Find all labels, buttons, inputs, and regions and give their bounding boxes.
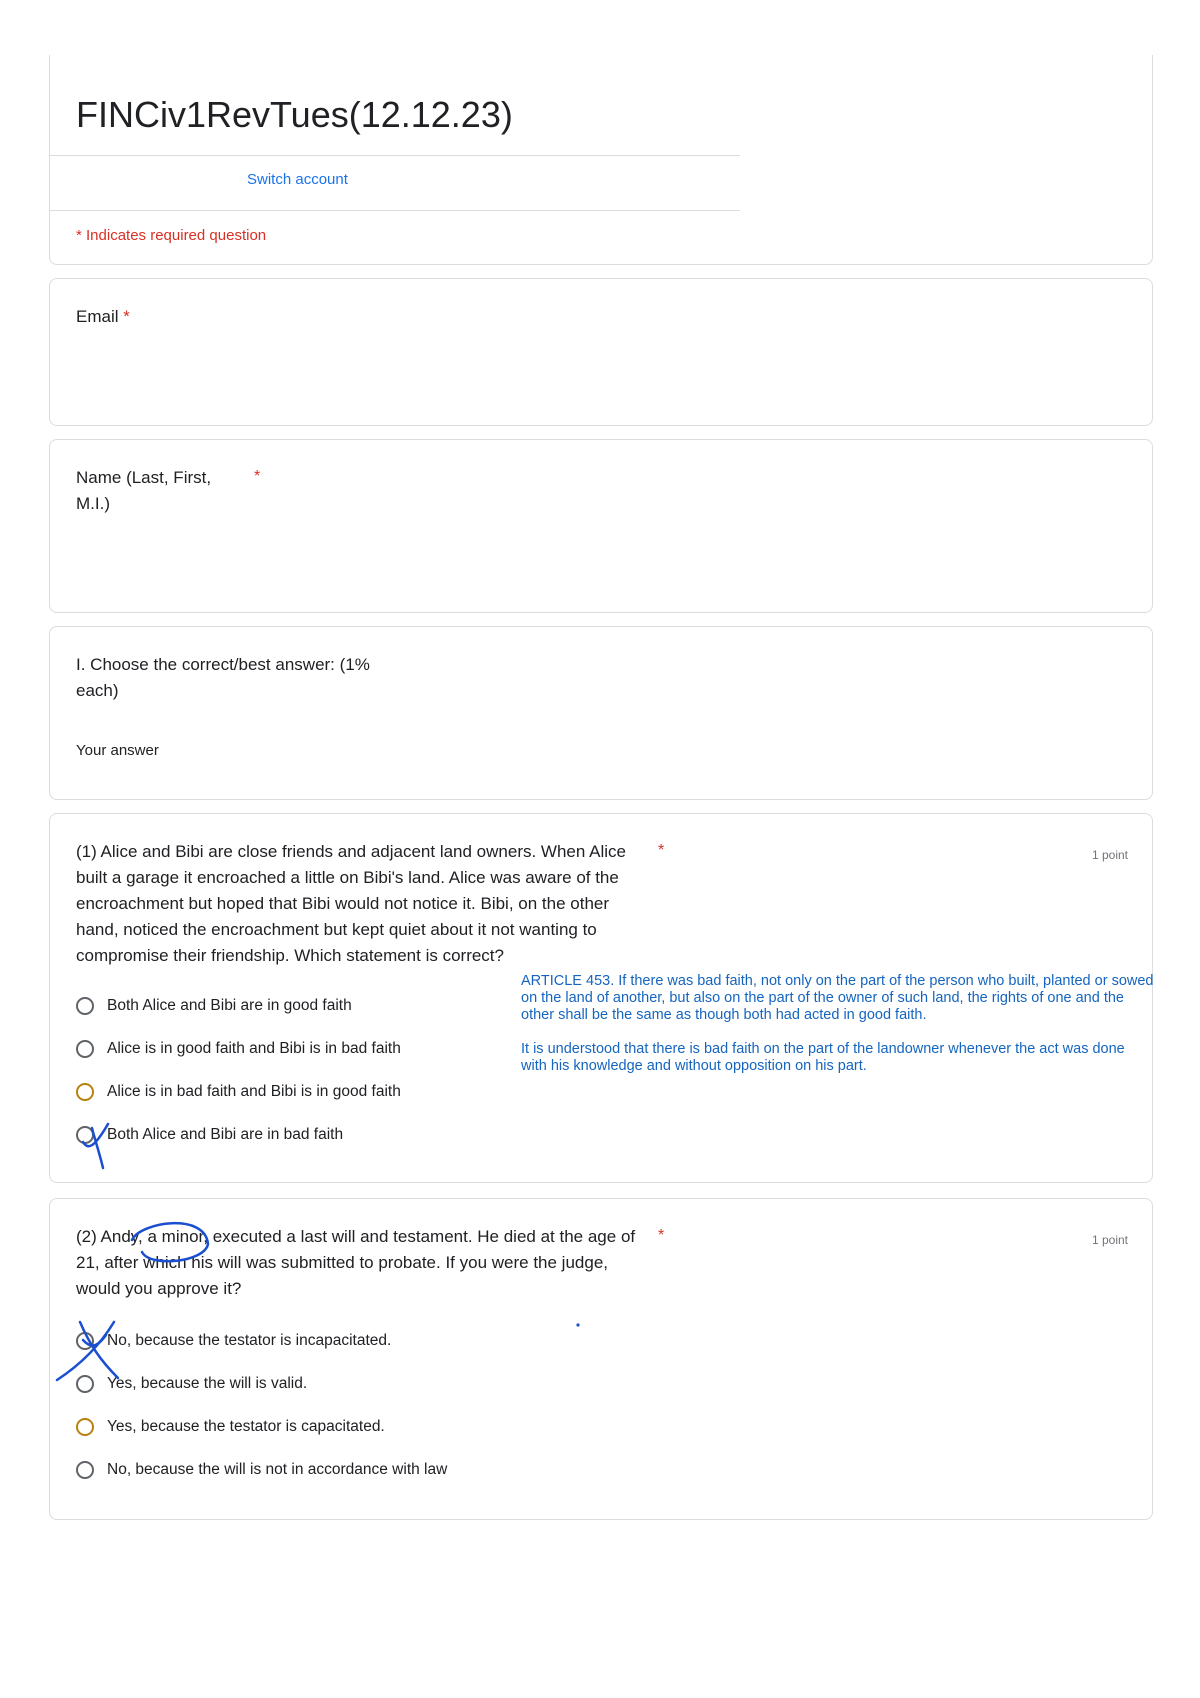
- name-question-card: [49, 439, 1153, 613]
- radio-button[interactable]: [76, 1126, 94, 1144]
- your-answer-placeholder[interactable]: Your answer: [76, 742, 159, 759]
- section-question-card: [49, 626, 1153, 800]
- required-question-note: * Indicates required question: [76, 227, 267, 244]
- header-divider: [50, 210, 740, 211]
- required-star: *: [658, 842, 665, 859]
- points-label: 1 point: [1091, 1233, 1128, 1247]
- form-header-card: [49, 55, 1153, 265]
- radio-button[interactable]: [76, 1461, 94, 1479]
- q1-option-2[interactable]: Alice is in good faith and Bibi is in bad faith: [76, 1036, 401, 1062]
- q2-option-1[interactable]: No, because the testator is incapacitated.: [76, 1328, 391, 1354]
- email-label: Email *: [76, 307, 130, 326]
- radio-button[interactable]: [76, 1332, 94, 1350]
- radio-button[interactable]: [76, 1418, 94, 1436]
- required-star: *: [254, 468, 261, 485]
- question-2-text: (2) Andy, a minor, executed a last will and testament. He died at the age of 21, after which his will was submitted to probate. If you were the judge, would you approve it?: [76, 1227, 636, 1298]
- q2-option-4[interactable]: No, because the will is not in accordance with law: [76, 1457, 447, 1483]
- points-label: 1 point: [1091, 848, 1128, 862]
- required-star: *: [123, 307, 130, 326]
- question-2-card: [49, 1198, 1153, 1520]
- radio-button[interactable]: [76, 1040, 94, 1058]
- q1-option-4[interactable]: Both Alice and Bibi are in bad faith: [76, 1122, 343, 1148]
- email-question-card: [49, 278, 1153, 426]
- q2-option-2[interactable]: Yes, because the will is valid.: [76, 1371, 307, 1397]
- question-1-text: (1) Alice and Bibi are close friends and adjacent land owners. When Alice built a garage it encroached a little on Bibi's land. Alice was aware of the encroachment but hoped that Bibi would not notice it. Bibi, on the other hand, noticed the encroachment but kept quiet about it not wanting to compromise their friendship. Which statement is correct?: [76, 842, 626, 965]
- section-label: I. Choose the correct/best answer: (1% each): [76, 655, 370, 700]
- form-title: FINCiv1RevTues(12.12.23): [76, 94, 513, 135]
- radio-button[interactable]: [76, 1375, 94, 1393]
- header-divider: [50, 155, 740, 156]
- required-star: *: [658, 1227, 665, 1244]
- switch-account-link[interactable]: Switch account: [247, 171, 348, 188]
- article-453-annotation: ARTICLE 453. If there was bad faith, not only on the part of the person who built, planted or sowed on the land of another, but also on the part of the owner of such land, the rights of one and the other shall be the same as though both had acted in good faith. It is understood that there is bad faith on the part of the landowner whenever the act was done with his knowledge and without opposition on his part.: [521, 973, 1154, 1074]
- q2-option-3[interactable]: Yes, because the testator is capacitated.: [76, 1414, 385, 1440]
- q1-option-3[interactable]: Alice is in bad faith and Bibi is in good faith: [76, 1079, 401, 1105]
- radio-button[interactable]: [76, 1083, 94, 1101]
- q1-option-1[interactable]: Both Alice and Bibi are in good faith: [76, 993, 352, 1019]
- radio-button[interactable]: [76, 997, 94, 1015]
- name-label: Name (Last, First, M.I.): [76, 468, 212, 513]
